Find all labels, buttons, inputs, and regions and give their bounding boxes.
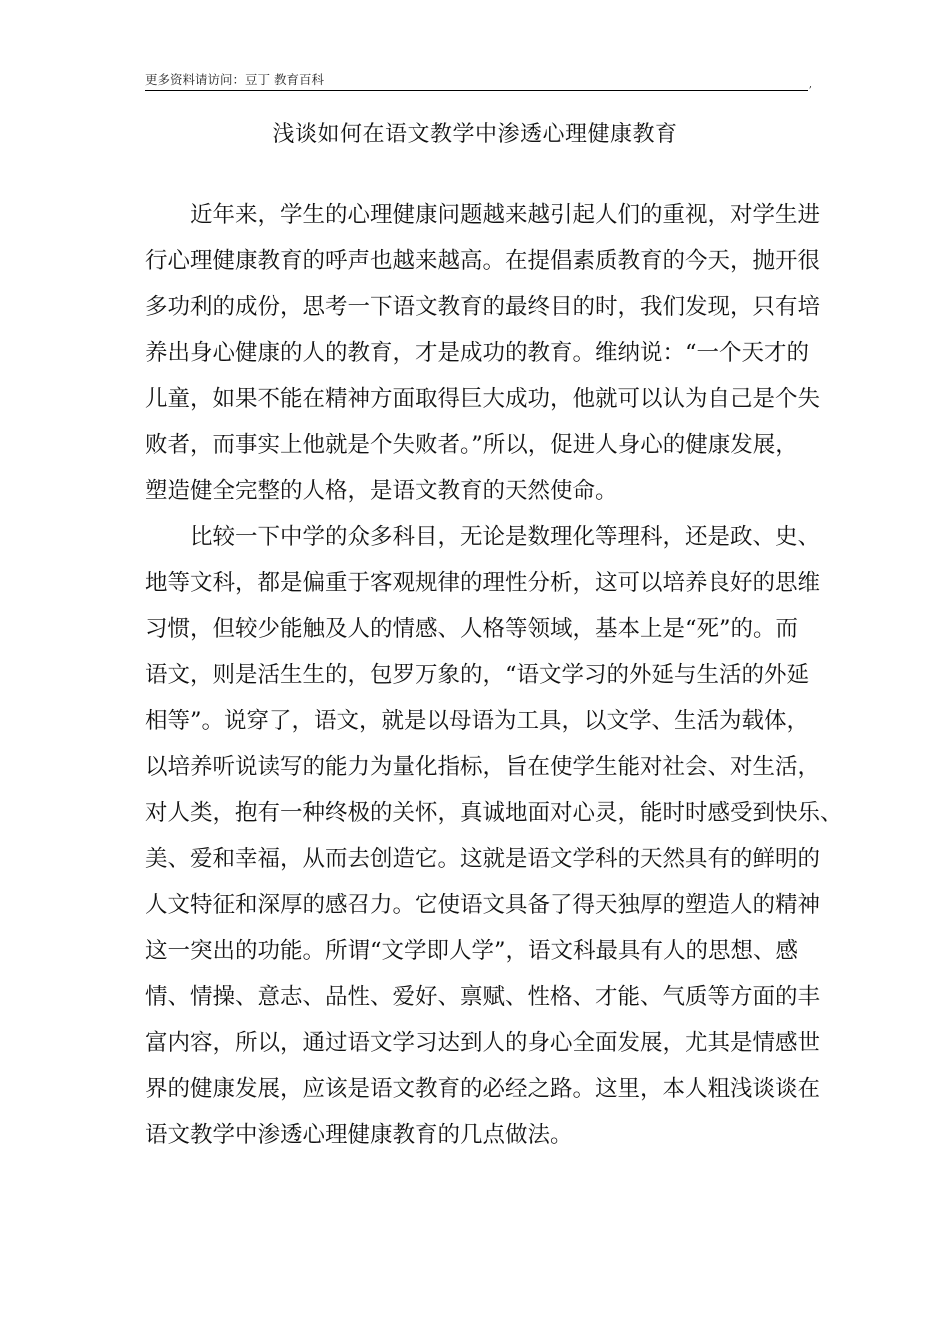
paragraph-2-line-7: 对人类，抱有一种终极的关怀，真诚地面对心灵，能时时感受到快乐、 — [145, 800, 843, 826]
paragraph-2-line-3: 习惯，但较少能触及人的情感、人格等领域，基本上是“死”的。而 — [145, 616, 799, 642]
paragraph-1-line-6: 败者，而事实上他就是个失败者。”所以，促进人身心的健康发展， — [145, 432, 798, 458]
paragraph-2-line-6: 以培养听说读写的能力为量化指标，旨在使学生能对社会、对生活， — [145, 754, 821, 780]
paragraph-2-line-4: 语文，则是活生生的，包罗万象的，“语文学习的外延与生活的外延 — [145, 662, 810, 688]
paragraph-2-line-10: 这一突出的功能。所谓“文学即人学”，语文科最具有人的思想、感 — [145, 938, 799, 964]
paragraph-2-line-9: 人文特征和深厚的感召力。它使语文具备了得天独厚的塑造人的精神 — [145, 892, 821, 918]
header-text: 更多资料请访问：豆丁 教育百科 — [145, 72, 324, 87]
paragraph-2-line-11: 情、情操、意志、品性、爱好、禀赋、性格、才能、气质等方面的丰 — [145, 984, 821, 1010]
paragraph-1-line-3: 多功利的成份，思考一下语文教育的最终目的时，我们发现，只有培 — [145, 294, 821, 320]
header-mark: , — [808, 79, 812, 90]
paragraph-2-line-2: 地等文科，都是偏重于客观规律的理性分析，这可以培养良好的思维 — [145, 570, 821, 596]
document-body — [145, 192, 843, 1158]
page-header — [145, 72, 812, 91]
paragraph-1-line-4: 养出身心健康的人的教育，才是成功的教育。维纳说：“一个天才的 — [145, 340, 810, 366]
paragraph-2-line-13: 界的健康发展，应该是语文教育的必经之路。这里，本人粗浅谈谈在 — [145, 1076, 821, 1102]
paragraph-2-line-12: 富内容，所以，通过语文学习达到人的身心全面发展，尤其是情感世 — [145, 1030, 821, 1056]
paragraph-1-line-7: 塑造健全完整的人格，是语文教育的天然使命。 — [145, 478, 618, 504]
paragraph-1-line-1: 近年来，学生的心理健康问题越来越引起人们的重视，对学生进 — [190, 202, 821, 228]
document-title: 浅谈如何在语文教学中渗透心理健康教育 — [272, 122, 678, 147]
paragraph-1-line-5: 儿童，如果不能在精神方面取得巨大成功，他就可以认为自己是个失 — [145, 386, 821, 412]
paragraph-2-line-5: 相等”。说穿了，语文，就是以母语为工具，以文学、生活为载体， — [145, 708, 810, 734]
paragraph-2-line-14: 语文教学中渗透心理健康教育的几点做法。 — [145, 1122, 573, 1148]
paragraph-2-line-8: 美、爱和幸福，从而去创造它。这就是语文学科的天然具有的鲜明的 — [145, 846, 821, 872]
paragraph-1-line-2: 行心理健康教育的呼声也越来越高。在提倡素质教育的今天，抛开很 — [145, 248, 821, 274]
paragraph-2-line-1: 比较一下中学的众多科目，无论是数理化等理科，还是政、史、 — [190, 524, 821, 550]
